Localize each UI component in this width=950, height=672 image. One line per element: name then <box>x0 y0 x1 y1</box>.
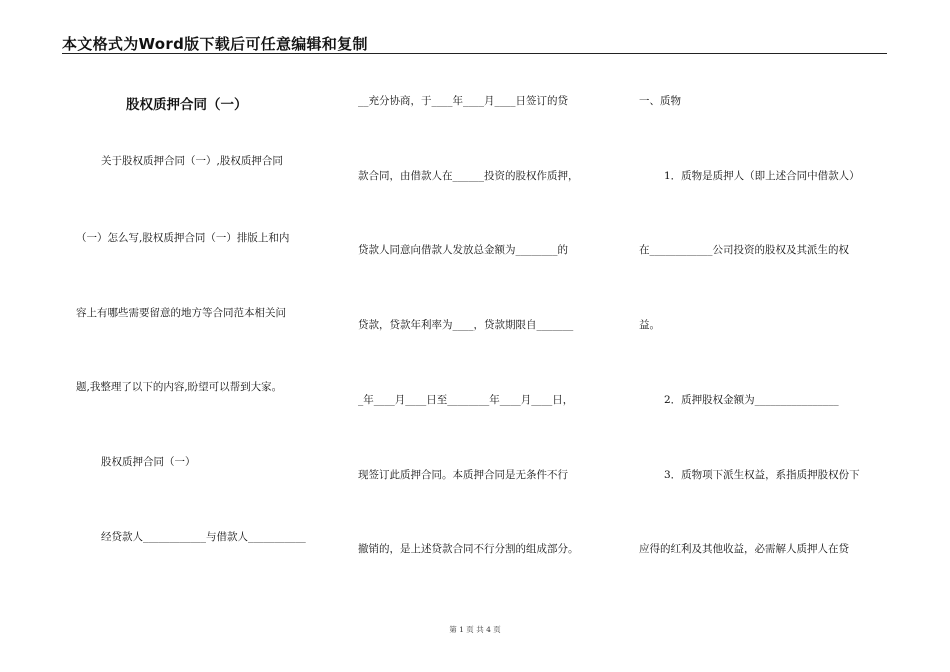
text-line: 款合同，由借款人在______投资的股权作质押， <box>358 170 579 182</box>
text-line: 3．质物项下派生权益，系指质押股权份下 <box>664 469 860 481</box>
text-line: 贷款，贷款年利率为____，贷款期限自_______ <box>358 319 574 331</box>
contract-title: 股权质押合同（一） <box>126 97 248 113</box>
text-line: 在____________公司投资的股权及其派生的权 <box>639 244 849 256</box>
text-line: 1．质物是质押人（即上述合同中借款人） <box>664 170 860 182</box>
text-line: 容上有哪些需要留意的地方等合同范本相关问 <box>76 307 286 319</box>
text-line: 现签订此质押合同。本质押合同是无条件不行 <box>358 469 568 481</box>
text-line: 撤销的，是上述贷款合同不行分割的组成部分。 <box>358 543 579 555</box>
text-line: （一）怎么写,股权质押合同（一）排版上和内 <box>76 232 290 244</box>
text-line: 经贷款人____________与借款人___________ <box>101 531 306 543</box>
section-heading: 一、质物 <box>639 95 681 107</box>
text-line: __充分协商，于____年____月____日签订的贷 <box>358 95 568 107</box>
text-line: 益。 <box>639 319 660 331</box>
text-line: 关于股权质押合同（一）,股权质押合同 <box>101 155 283 167</box>
header-rule <box>62 53 887 54</box>
text-line: 贷款人同意向借款人发放总金额为________的 <box>358 244 568 256</box>
section-heading: 股权质押合同（一） <box>101 456 196 468</box>
document-banner: 本文格式为Word版下载后可任意编辑和复制 <box>62 35 368 53</box>
text-line: 题,我整理了以下的内容,盼望可以帮到大家。 <box>76 381 283 393</box>
text-line: 2．质押股权金额为________________ <box>664 394 839 406</box>
text-line: 应得的红利及其他收益，必需解人质押人在贷 <box>639 543 849 555</box>
text-line: _年____月____日至________年____月____日， <box>358 394 574 406</box>
page-number: 第 1 页 共 4 页 <box>449 625 501 634</box>
